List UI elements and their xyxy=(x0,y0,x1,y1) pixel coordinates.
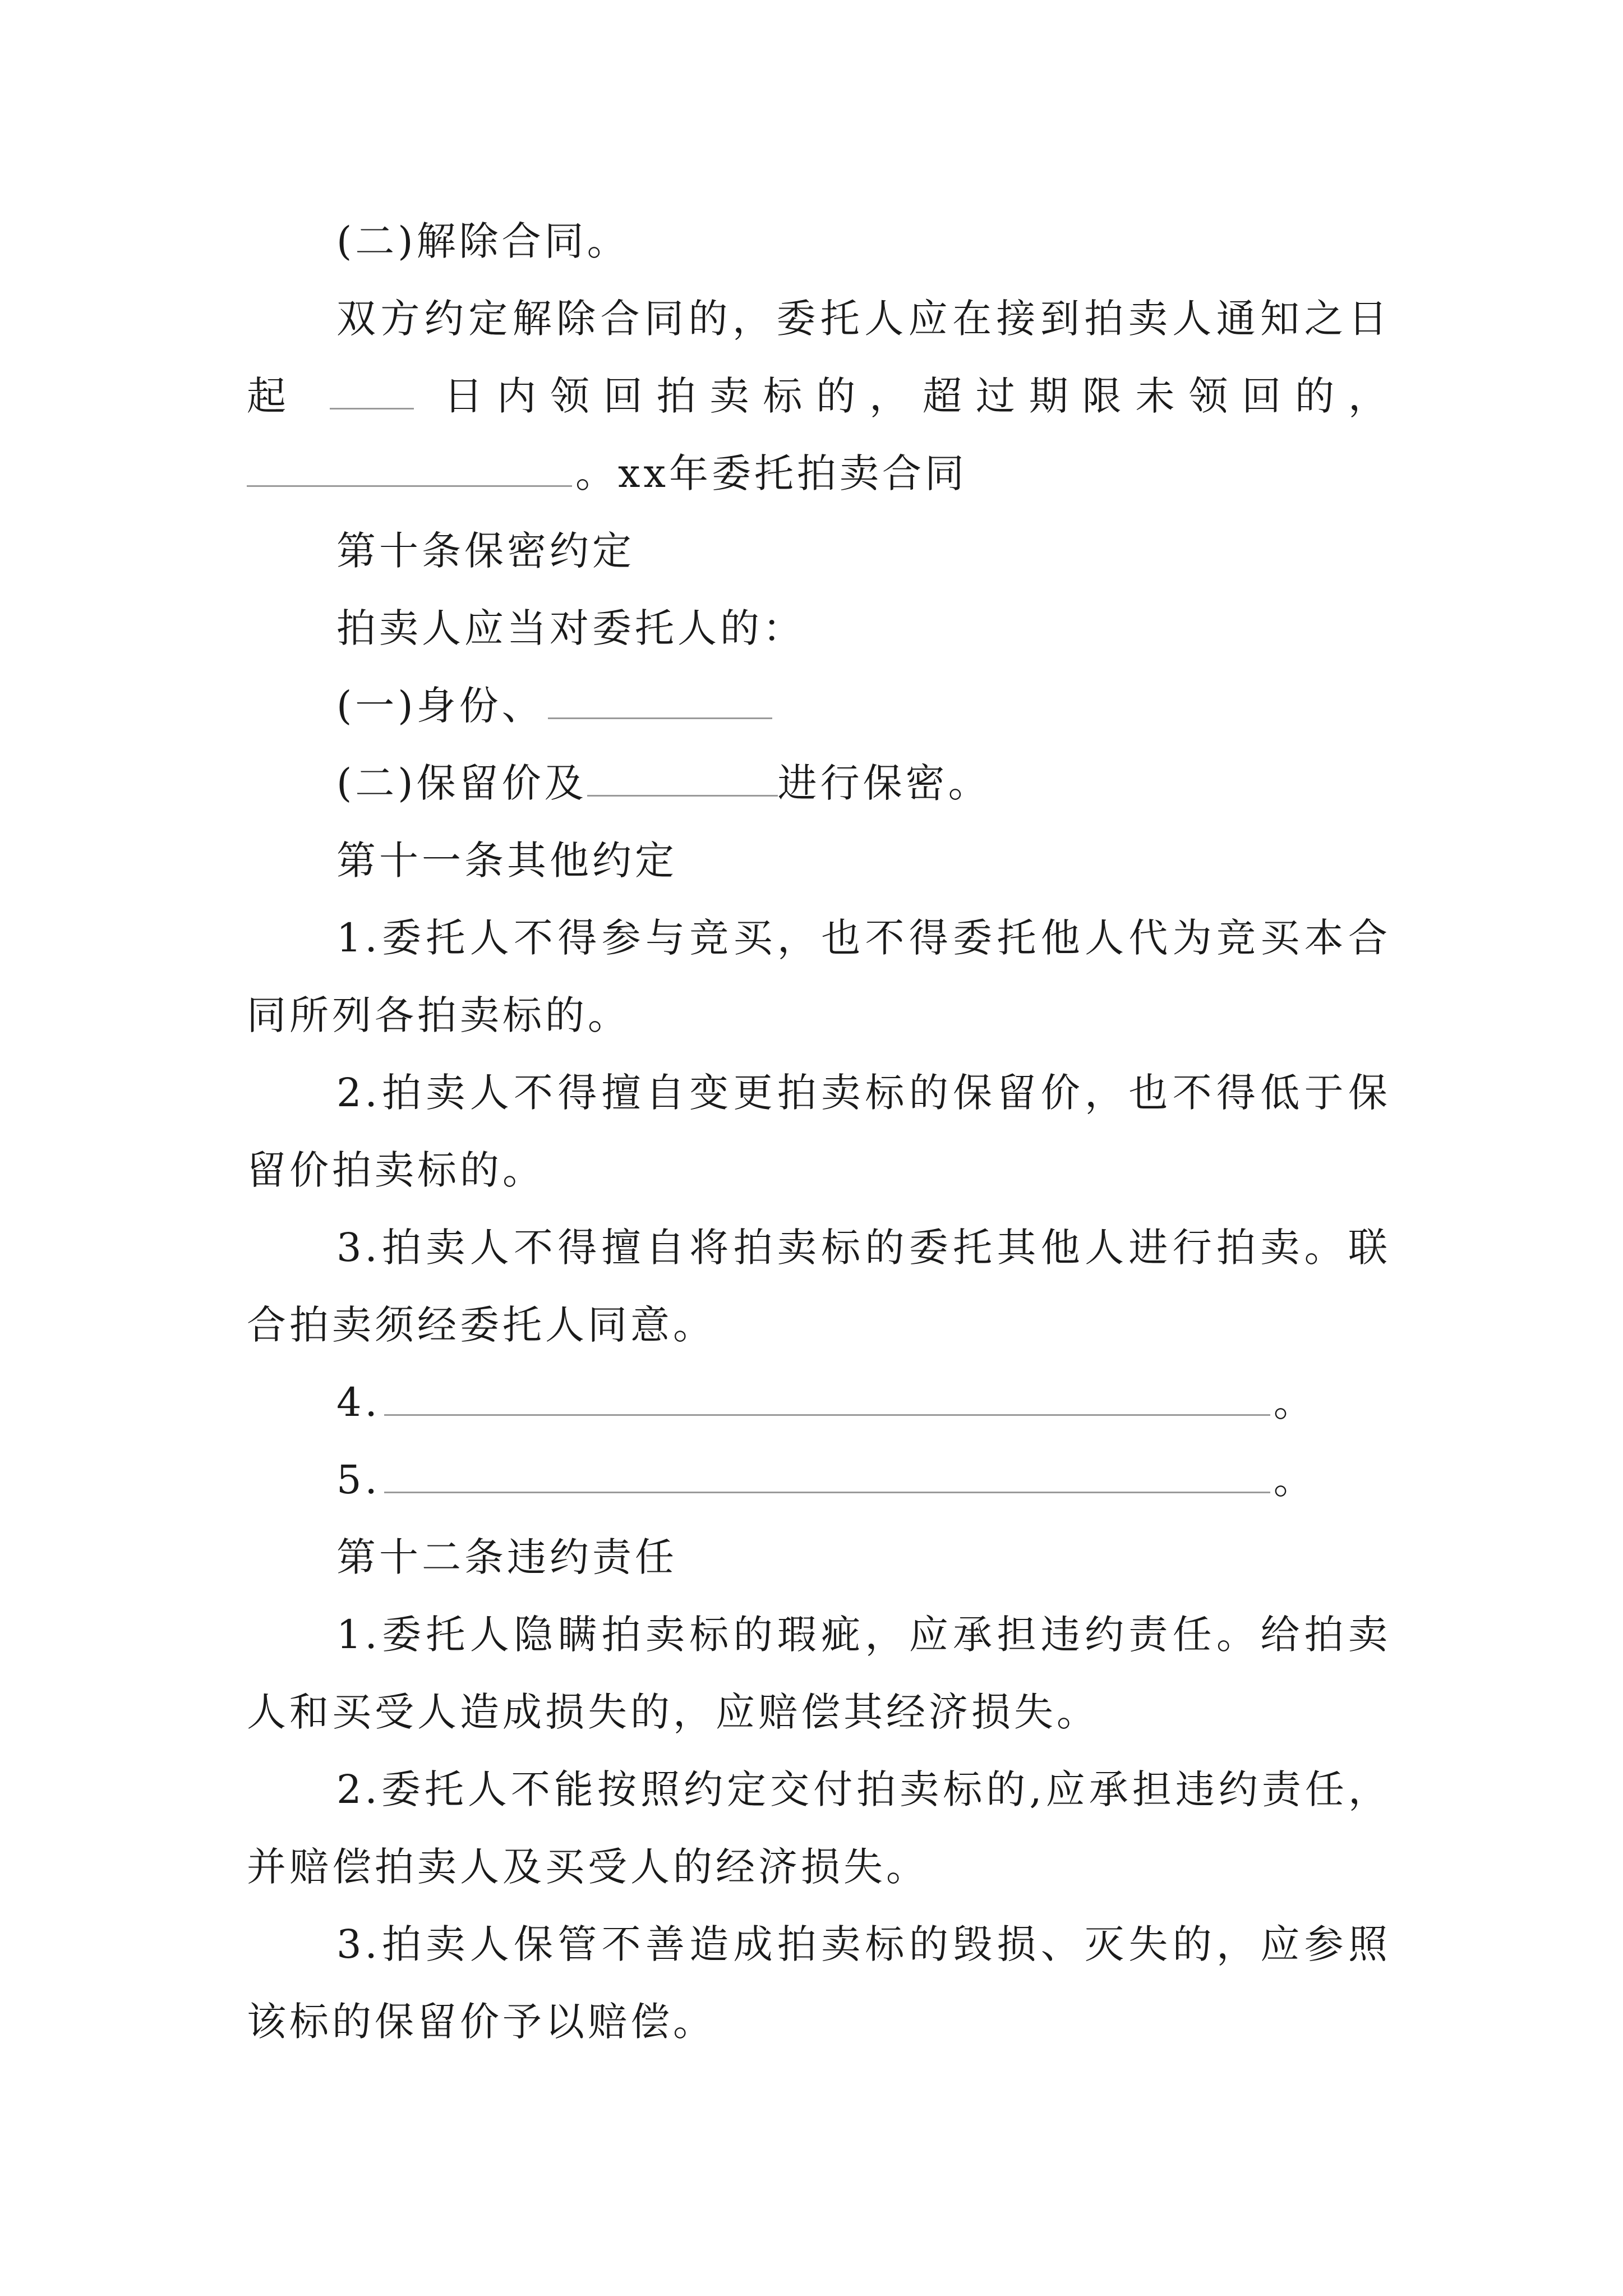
article-heading: 第十条保密约定 xyxy=(336,528,635,574)
paragraph-line: 2.委托人不能按照约定交付拍卖标的,应承担违约责任， xyxy=(336,1766,1391,1812)
paragraph-line: 留价拍卖标的。 xyxy=(247,1147,545,1193)
article-heading: 第十二条违约责任 xyxy=(336,1534,677,1580)
paragraph-line: 双方约定解除合同的，委托人应在接到拍卖人通知之日 xyxy=(336,296,1391,342)
paragraph-text: 。 xyxy=(1273,1457,1316,1503)
paragraph-line: 该标的保留价予以赔偿。 xyxy=(247,1999,716,2045)
blank-field xyxy=(384,1457,1270,1493)
paragraph-line: 合拍卖须经委托人同意。 xyxy=(247,1302,716,1348)
article-heading: 第十一条其他约定 xyxy=(336,838,677,884)
blank-field xyxy=(247,450,572,487)
paragraph-line xyxy=(247,368,1391,424)
paragraph-line: 3.拍卖人保管不善造成拍卖标的毁损、灭失的，应参照 xyxy=(336,1921,1391,1967)
paragraph-line: 3.拍卖人不得擅自将拍卖标的委托其他人进行拍卖。联 xyxy=(336,1225,1391,1271)
paragraph-text: 进行保密。 xyxy=(777,760,991,806)
paragraph-text: 起 xyxy=(247,373,300,419)
paragraph-text: (二)保留价及 xyxy=(336,760,587,806)
paragraph-text: 5. xyxy=(336,1457,381,1503)
paragraph-line xyxy=(336,1452,1391,1508)
paragraph-line xyxy=(336,678,1391,734)
paragraph-text: 4. xyxy=(336,1379,381,1425)
paragraph-line: 1.委托人不得参与竞买，也不得委托他人代为竞买本合 xyxy=(336,915,1391,961)
paragraph-text: 。 xyxy=(1273,1379,1316,1425)
clause-terminate-heading: (二)解除合同。 xyxy=(336,218,630,264)
paragraph-text: (一)身份、 xyxy=(336,683,545,729)
paragraph-line: 同所列各拍卖标的。 xyxy=(247,992,630,1038)
blank-field xyxy=(587,760,778,797)
paragraph-line xyxy=(336,755,1391,811)
paragraph-line: 2.拍卖人不得擅自变更拍卖标的保留价，也不得低于保 xyxy=(336,1070,1391,1116)
blank-field xyxy=(548,683,772,719)
blank-field xyxy=(384,1379,1270,1416)
blank-field xyxy=(330,373,414,409)
paragraph-line xyxy=(336,1374,1391,1430)
paragraph-line: 拍卖人应当对委托人的： xyxy=(336,605,805,651)
paragraph-line: 1.委托人隐瞒拍卖标的瑕疵，应承担违约责任。给拍卖 xyxy=(336,1612,1391,1658)
paragraph-line: 人和买受人造成损失的，应赔偿其经济损失。 xyxy=(247,1689,1099,1735)
paragraph-text: 日内领回拍卖标的，超过期限未领回的， xyxy=(444,373,1391,419)
paragraph-line: 并赔偿拍卖人及买受人的经济损失。 xyxy=(247,1844,929,1890)
paragraph-text: 。xx年委托拍卖合同 xyxy=(575,450,967,496)
paragraph-line xyxy=(247,445,1391,501)
